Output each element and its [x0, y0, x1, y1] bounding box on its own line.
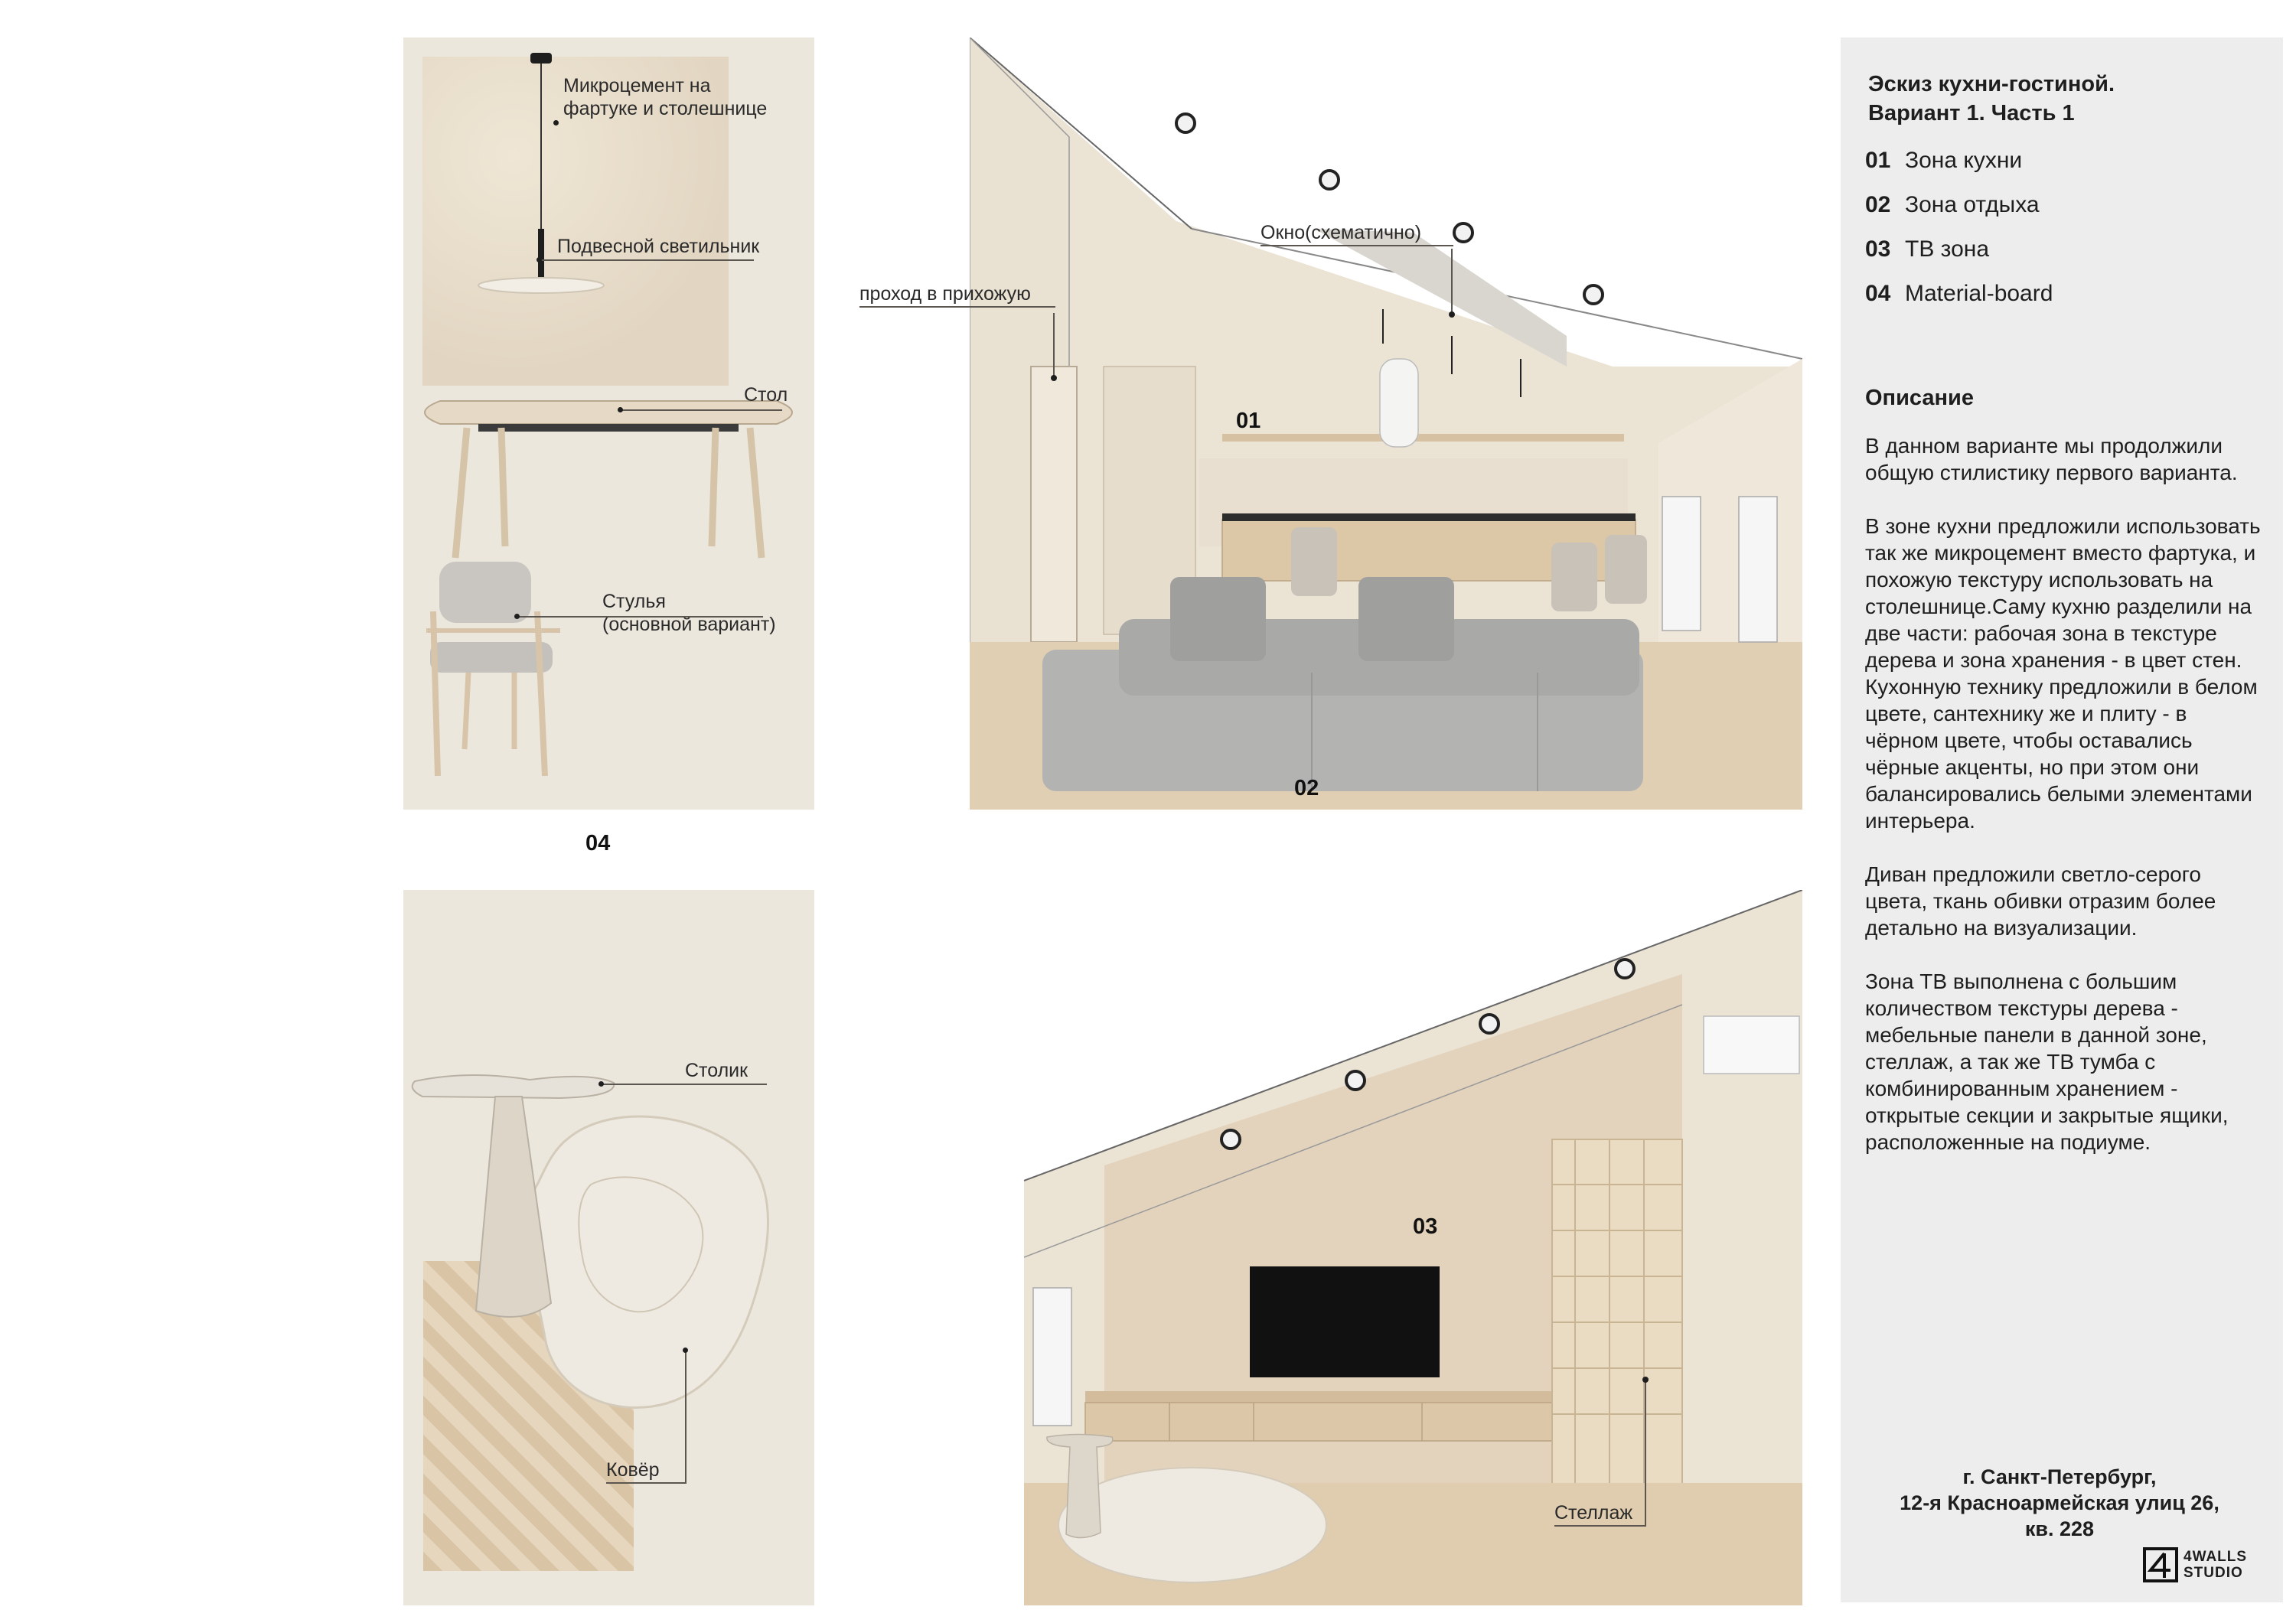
zone-label: Зона отдыха [1905, 192, 2040, 217]
description-sidebar [1841, 37, 2283, 1602]
label-pendant-lamp: Подвесной светильник [557, 236, 760, 257]
title-line-1: Эскиз кухни-гостиной. [1868, 72, 2115, 96]
sheet-title [1868, 70, 2115, 128]
table-image [409, 397, 807, 565]
label-chairs-line2: (основной вариант) [602, 614, 776, 635]
tv-zone-elevation [1024, 890, 1802, 1605]
label-microcement-line2: фартуке и столешнице [563, 98, 768, 119]
zone-label: Зона кухни [1905, 148, 2023, 173]
leader-line [541, 259, 754, 261]
address-line: г. Санкт-Петербург, [1962, 1465, 2157, 1488]
project-address [1868, 1464, 2251, 1542]
material-board-top [403, 37, 814, 810]
zone-tv-number: 03 [1413, 1214, 1438, 1239]
zone-legend-item [1865, 148, 2022, 174]
marker-dot [536, 257, 542, 262]
leader-line [1554, 1525, 1646, 1527]
zone-legend-item [1865, 192, 2040, 218]
zone-number: 04 [1865, 281, 1891, 306]
side-table-image [407, 1074, 637, 1326]
zone-legend-item [1865, 236, 1989, 262]
label-window: Окно(схематично) [1261, 222, 1422, 243]
leader-line [606, 1482, 687, 1484]
zone-label: Material-board [1905, 281, 2053, 306]
zone-number: 02 [1865, 192, 1891, 217]
marker-dot [683, 1348, 688, 1353]
logo-line: STUDIO [2183, 1565, 2243, 1581]
description-paragraph: Диван предложили светло-серого цвета, ткань обивки отразим более детально на визуализации. [1865, 862, 2216, 940]
description-text [1865, 432, 2263, 1182]
board-number: 04 [585, 831, 611, 855]
label-microcement-line1: Микроцемент на [563, 75, 711, 96]
zone-label: ТВ зона [1905, 236, 1990, 262]
leader-line [859, 306, 1055, 308]
leader-line [1261, 245, 1453, 246]
marker-dot [598, 1081, 604, 1087]
description-paragraph: В данном варианте мы продолжили общую стилистику первого варианта. [1865, 434, 2238, 484]
zone-number: 03 [1865, 236, 1891, 262]
label-hallway-passage: проход в прихожую [859, 283, 1031, 305]
marker-dot [553, 120, 559, 125]
studio-logo-text [2183, 1549, 2247, 1581]
kitchen-living-elevation [859, 37, 1802, 810]
description-heading: Описание [1865, 386, 1974, 410]
marker-dot [618, 407, 623, 412]
zone-rest-number: 02 [1294, 776, 1319, 800]
leader-line [621, 409, 782, 411]
material-board-bottom [403, 890, 814, 1605]
leader-line [685, 1349, 687, 1482]
leader-line [518, 616, 763, 618]
zone-kitchen-number: 01 [1236, 409, 1261, 433]
label-rug: Ковёр [606, 1459, 660, 1481]
zone-number: 01 [1865, 148, 1891, 173]
label-side-table: Столик [685, 1060, 748, 1081]
zone-legend-item [1865, 281, 2053, 307]
description-paragraph: Зона ТВ выполнена с большим количеством текстуры дерева - мебельные панели в данной зоне, стеллаж, а так же ТВ тумба с комбинированным хранением - открытые секции и закрытые ящики, расположенные на подиуме. [1865, 970, 2229, 1154]
chair-image [422, 558, 576, 787]
studio-logo-icon [2143, 1547, 2178, 1582]
marker-dot [514, 614, 520, 619]
label-table: Стол [744, 384, 788, 406]
tv-scene [1024, 890, 1802, 1605]
description-paragraph: В зоне кухни предложили использовать так же микроцемент вместо фартука, и похожую текстуру использовать на столешнице.Саму кухню разделили на две части: рабочая зона в текстуре дерева и зона хранения - в цвет стен. Кухонную технику предложили в белом цвете, сантехнику же и плиту - в чёрном цвете, чтобы оставались чёрные акценты, но при этом они балансировались белыми элементами интерьера. [1865, 514, 2261, 833]
title-line-2: Вариант 1. Часть 1 [1868, 101, 2075, 125]
leader-line [602, 1084, 767, 1085]
address-line: 12-я Красноармейская улиц 26, [1900, 1491, 2219, 1514]
logo-line: 4WALLS [2183, 1549, 2248, 1565]
label-chairs-line1: Стулья [602, 591, 666, 612]
label-shelving: Стеллаж [1554, 1502, 1633, 1524]
kitchen-scene [970, 37, 1802, 810]
address-line: кв. 228 [2024, 1517, 2095, 1540]
